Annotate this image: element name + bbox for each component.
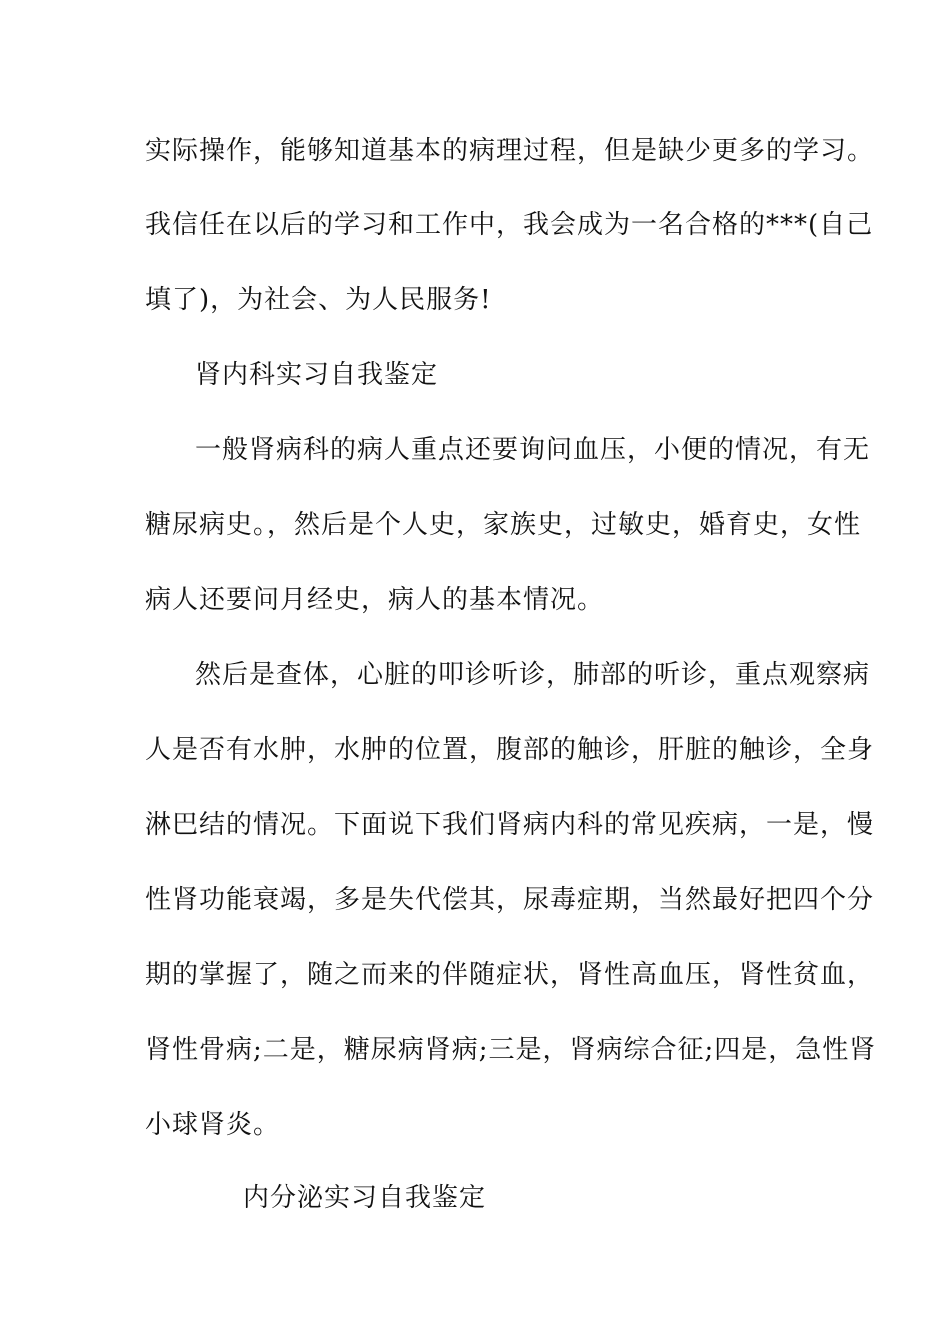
text-line: 糖尿病史。，然后是个人史，家族史，过敏史，婚育史，女性 <box>145 510 862 540</box>
text-line: 小球肾炎。 <box>145 1110 281 1140</box>
section-heading: 肾内科实习自我鉴定 <box>195 360 439 390</box>
text-line: 病人还要问月经史，病人的基本情况。 <box>145 585 605 615</box>
text-line: 肾性骨病;二是，糖尿病肾病;三是，肾病综合征;四是，急性肾 <box>145 1035 877 1065</box>
text-line: 我信任在以后的学习和工作中，我会成为一名合格的***(自己 <box>145 210 874 240</box>
text-line: 一般肾病科的病人重点还要询问血压，小便的情况，有无 <box>195 435 871 465</box>
text-line: 淋巴结的情况。下面说下我们肾病内科的常见疾病，一是，慢 <box>145 810 875 840</box>
text-line: 人是否有水肿，水肿的位置，腹部的触诊，肝脏的触诊，全身 <box>145 735 875 765</box>
section-heading: 内分泌实习自我鉴定 <box>243 1183 487 1213</box>
text-line: 实际操作，能够知道基本的病理过程，但是缺少更多的学习。 <box>145 136 875 166</box>
text-line: 填了)，为社会、为人民服务! <box>145 285 492 315</box>
text-line: 性肾功能衰竭，多是失代偿其，尿毒症期，当然最好把四个分 <box>145 885 875 915</box>
text-line: 期的掌握了，随之而来的伴随症状，肾性高血压，肾性贫血， <box>145 960 875 990</box>
text-line: 然后是查体，心脏的叩诊听诊，肺部的听诊，重点观察病 <box>195 660 871 690</box>
